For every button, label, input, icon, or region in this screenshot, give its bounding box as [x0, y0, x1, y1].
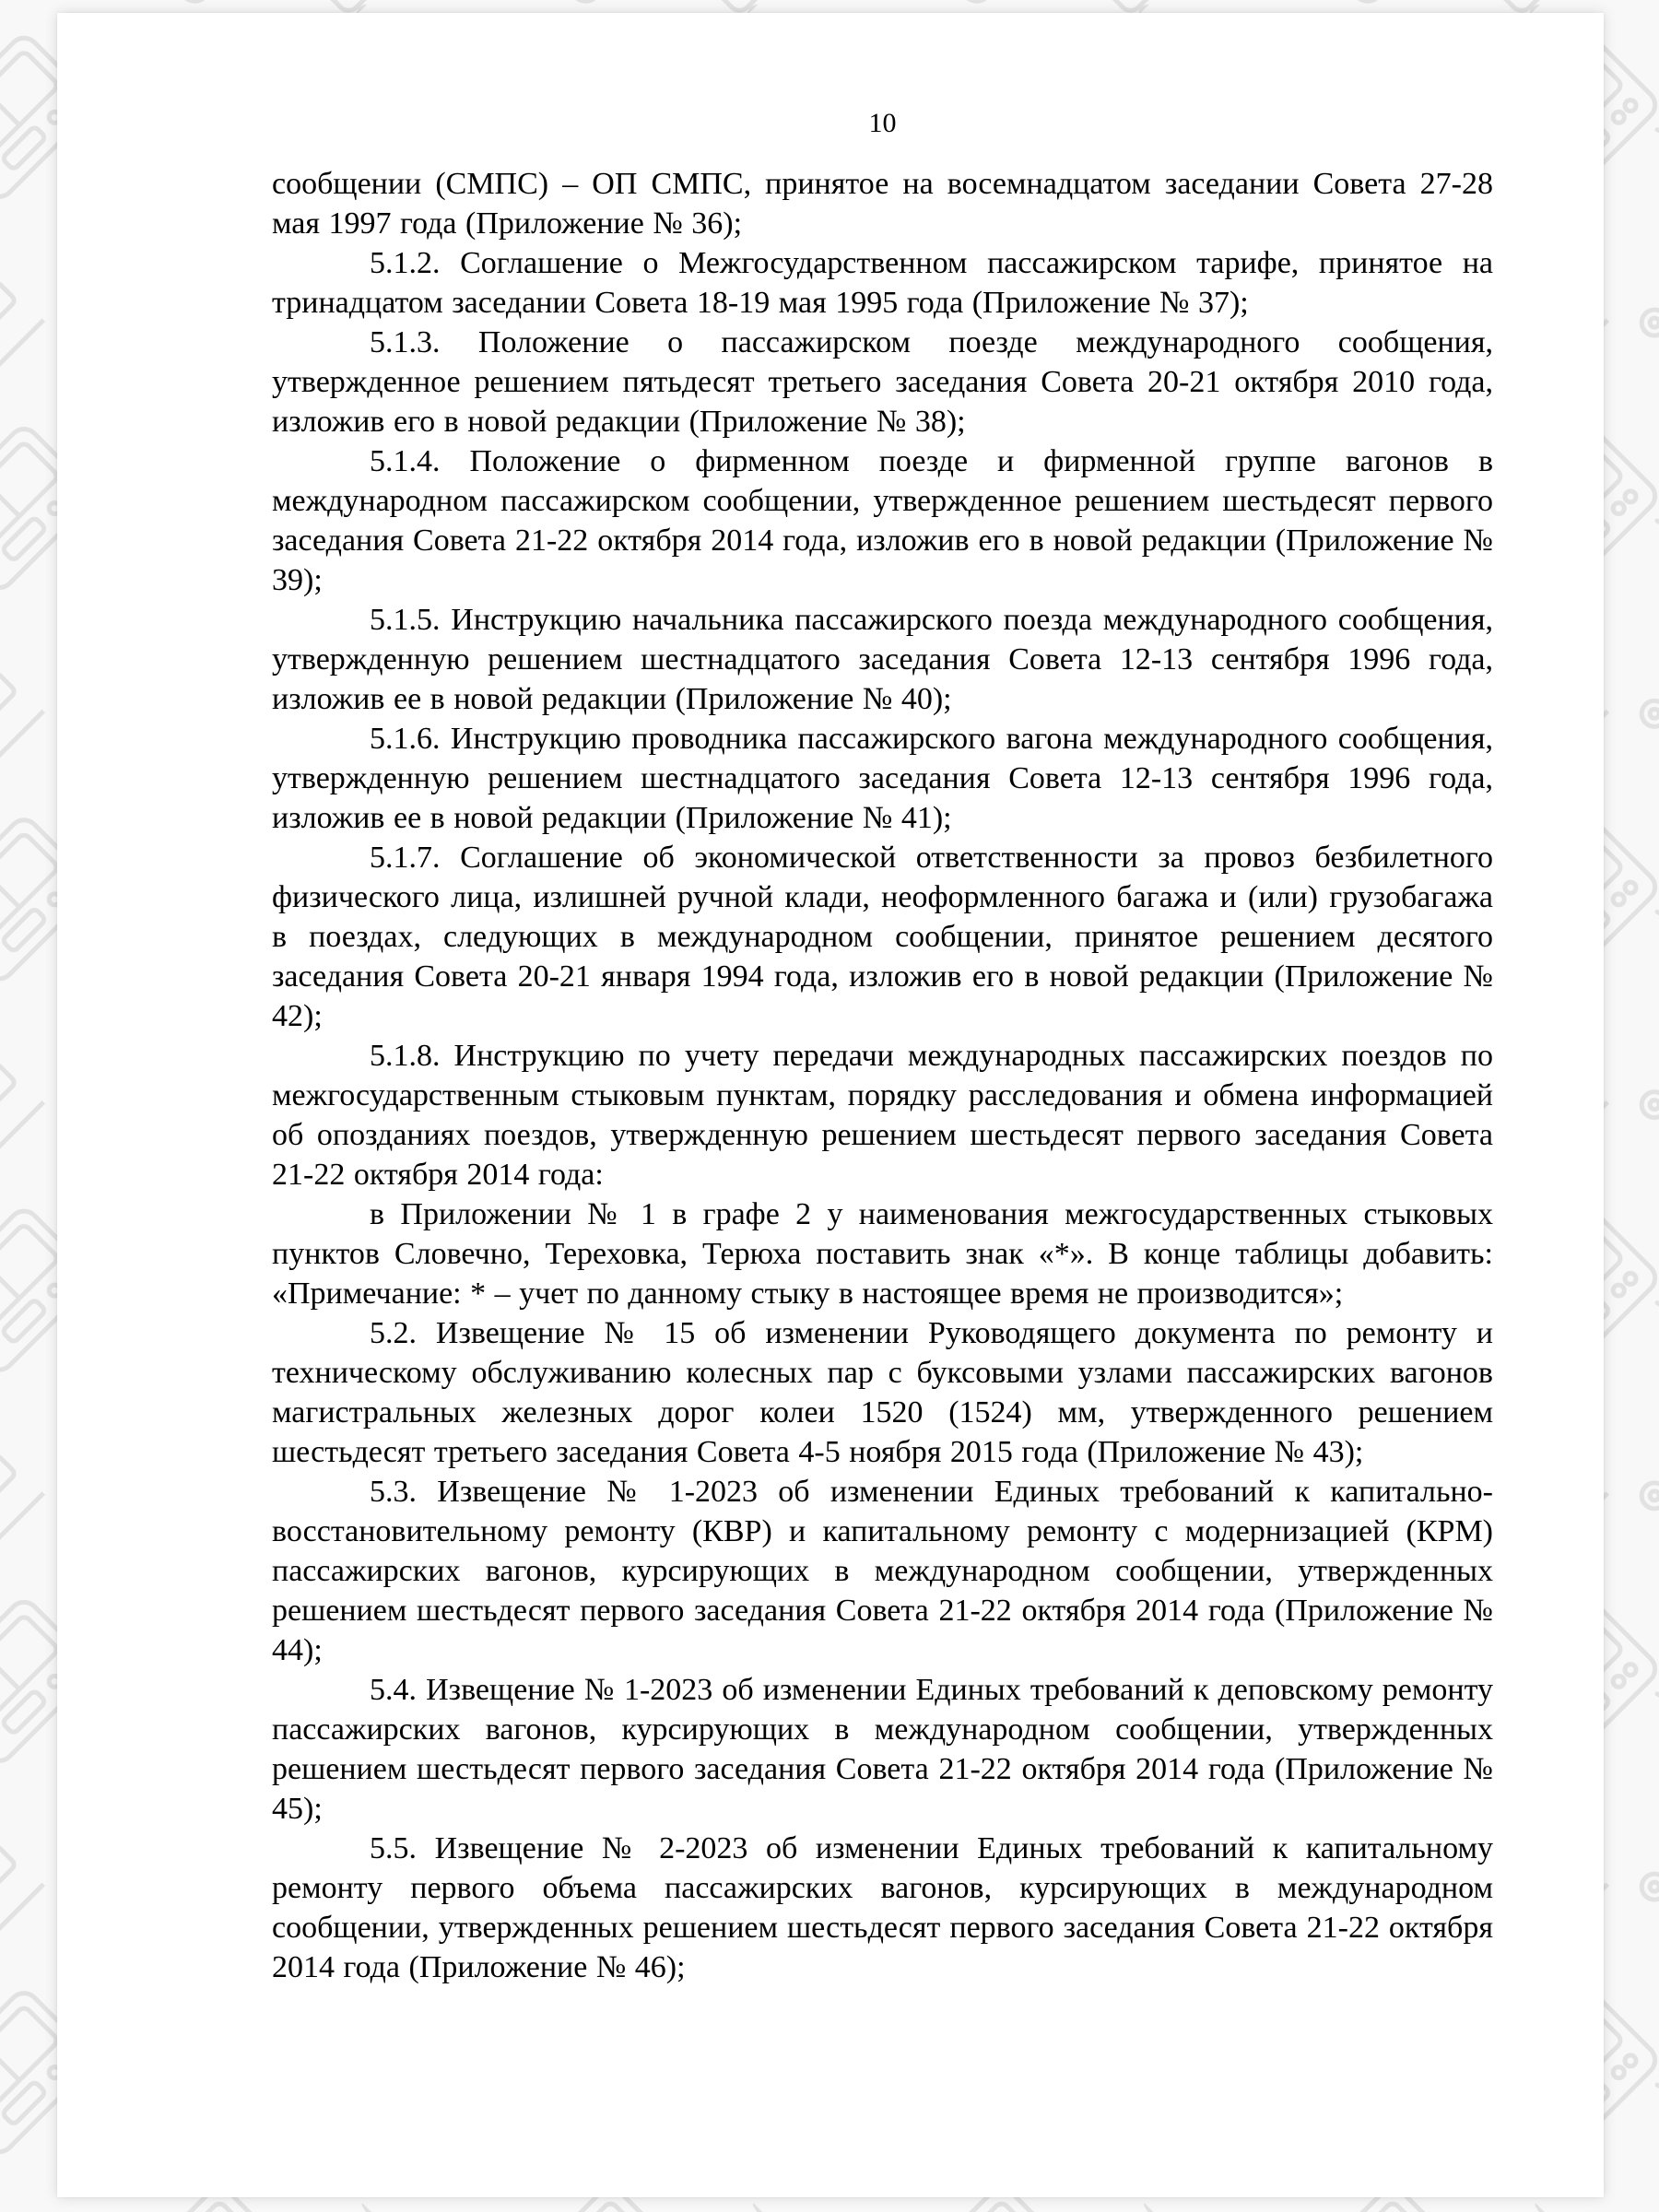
paragraph: 5.1.3. Положение о пассажирском поезде международного сообщения, утвержденное решением пятьдесят третьего заседания Совета 20-21 октября 2010 года, изложив его в новой редакции (Приложение № 38); [272, 325, 1493, 439]
paragraph: 5.3. Извещение № 1-2023 об изменении Единых требований к капитально-восстановительному ремонту (КВР) и капитальному ремонту с модернизацией (КРМ) пассажирских вагонов, курсирующих в международном сообщении, утвержденных решением шестьдесят первого заседания Совета 21-22 октября 2014 года (Приложение № 44); [272, 1475, 1493, 1667]
document-content [57, 13, 1604, 1987]
paragraph: 5.4. Извещение № 1-2023 об изменении Единых требований к деповскому ремонту пассажирских вагонов, курсирующих в международном сообщении, утвержденных решением шестьдесят первого заседания Совета 21-22 октября 2014 года (Приложение № 45); [272, 1673, 1493, 1826]
document-page [57, 13, 1604, 2197]
paragraph: 5.5. Извещение № 2-2023 об изменении Единых требований к капитальному ремонту первого объема пассажирских вагонов, курсирующих в международном сообщении, утвержденных решением шестьдесят первого заседания Совета 21-22 октября 2014 года (Приложение № 46); [272, 1831, 1493, 1984]
page-number: 10 [868, 108, 897, 138]
paragraph: 5.1.4. Положение о фирменном поезде и фирменной группе вагонов в международном пассажирском сообщении, утвержденное решением шестьдесят первого заседания Совета 21-22 октября 2014 года, изложив его в новой редакции (Приложение № 39); [272, 444, 1493, 597]
paragraph: в Приложении № 1 в графе 2 у наименования межгосударственных стыковых пунктов Словечно, Тереховка, Терюха поставить знак «*». В конце таблицы добавить: «Примечание: * – учет по данному стыку в настоящее время не производится»; [272, 1197, 1493, 1311]
paragraph: 5.1.2. Соглашение о Межгосударственном пассажирском тарифе, принятое на тринадцатом заседании Совета 18-19 мая 1995 года (Приложение № 37); [272, 246, 1493, 320]
document-body [272, 164, 1493, 1987]
paragraph: 5.1.6. Инструкцию проводника пассажирского вагона международного сообщения, утвержденную решением шестнадцатого заседания Совета 12-13 сентября 1996 года, изложив ее в новой редакции (Приложение № 41); [272, 722, 1493, 835]
paragraph: 5.1.5. Инструкцию начальника пассажирского поезда международного сообщения, утвержденную решением шестнадцатого заседания Совета 12-13 сентября 1996 года, изложив ее в новой редакции (Приложение № 40); [272, 603, 1493, 716]
paragraph: 5.1.8. Инструкцию по учету передачи международных пассажирских поездов по межгосударственным стыковым пунктам, порядку расследования и обмена информацией об опозданиях поездов, утвержденную решением шестьдесят первого заседания Совета 21-22 октября 2014 года: [272, 1039, 1493, 1192]
paragraph: 5.2. Извещение № 15 об изменении Руководящего документа по ремонту и техническому обслуживанию колесных пар с буксовыми узлами пассажирских вагонов магистральных железных дорог колеи 1520 (1524) мм, утвержденного решением шестьдесят третьего заседания Совета 4-5 ноября 2015 года (Приложение № 43); [272, 1316, 1493, 1469]
paragraph: сообщении (СМПС) – ОП СМПС, принятое на восемнадцатом заседании Совета 27-28 мая 1997 года (Приложение № 36); [272, 167, 1493, 241]
paragraph: 5.1.7. Соглашение об экономической ответственности за провоз безбилетного физического лица, излишней ручной клади, неоформленного багажа и (или) грузобагажа в поездах, следующих в международном сообщении, принятое решением десятого заседания Совета 20-21 января 1994 года, изложив его в новой редакции (Приложение № 42); [272, 841, 1493, 1033]
